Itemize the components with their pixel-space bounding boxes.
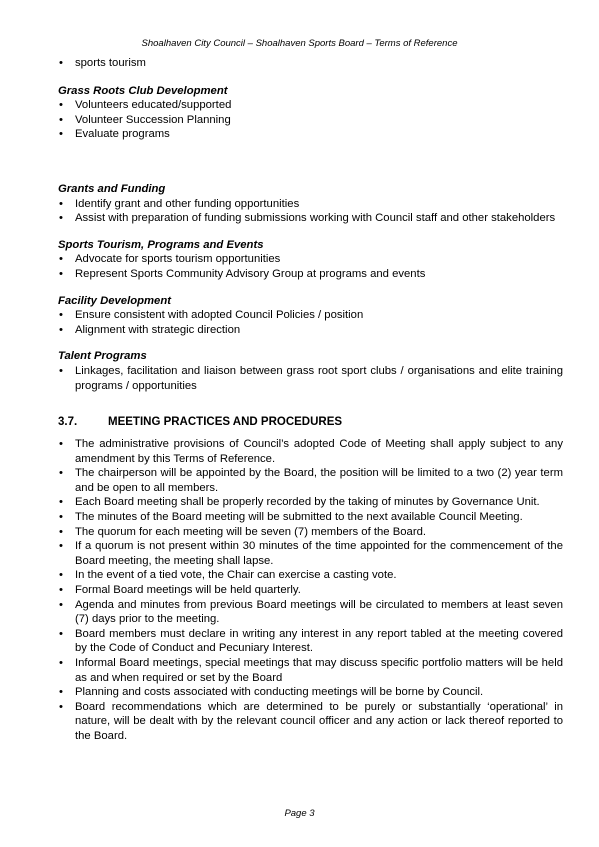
list-item: • Evaluate programs	[58, 127, 563, 142]
section-heading-grass-roots: Grass Roots Club Development	[58, 84, 228, 97]
list-item: • Volunteers educated/supported	[58, 98, 563, 113]
list-item: • Represent Sports Community Advisory Group at programs and events	[58, 267, 563, 282]
list-item: • Volunteer Succession Planning	[58, 113, 563, 128]
section-heading-talent: Talent Programs	[58, 350, 147, 363]
list-item: • The quorum for each meeting will be seven (7) members of the Board.	[58, 525, 563, 540]
section-heading-tourism: Sports Tourism, Programs and Events	[58, 238, 264, 251]
tourism-list	[58, 252, 563, 281]
list-item: • Board recommendations which are determined to be purely or substantially ‘operational’ in nature, will be dealt with by the relevant council officer and any action or lack thereof reported to the Board.	[58, 700, 563, 744]
list-item: • Advocate for sports tourism opportunities	[58, 252, 563, 267]
page-number: Page 3	[284, 808, 315, 819]
list-item: • The administrative provisions of Council’s adopted Code of Meeting shall apply subject to any amendment by this Terms of Reference.	[58, 437, 563, 466]
list-item: • The chairperson will be appointed by the Board, the position will be limited to a two (2) year term and be open to all members.	[58, 466, 563, 495]
list-item: • Each Board meeting shall be properly recorded by the taking of minutes by Governance Unit.	[58, 495, 563, 510]
list-item: • The minutes of the Board meeting will be submitted to the next available Council Meeting.	[58, 510, 563, 525]
list-item: • Alignment with strategic direction	[58, 323, 563, 338]
list-item: • Board members must declare in writing any interest in any report tabled at the meeting covered by the Code of Conduct and Pecuniary Interest.	[58, 627, 563, 656]
list-item: • Formal Board meetings will be held quarterly.	[58, 583, 563, 598]
list-item: • Linkages, facilitation and liaison between grass root sport clubs / organisations and elite training programs / opportunities	[58, 364, 563, 393]
grass-roots-list	[58, 98, 563, 142]
grants-list	[58, 197, 563, 226]
list-item: • Ensure consistent with adopted Council Policies / position	[58, 308, 563, 323]
list-item: • In the event of a tied vote, the Chair can exercise a casting vote.	[58, 568, 563, 583]
list-item: • Planning and costs associated with conducting meetings will be borne by Council.	[58, 685, 563, 700]
list-item: • sports tourism	[58, 56, 563, 71]
meeting-list	[58, 437, 563, 743]
list-item: • Agenda and minutes from previous Board meetings will be circulated to members at least seven (7) days prior to the meeting.	[58, 598, 563, 627]
section-title-meeting	[58, 415, 563, 430]
document-body	[58, 56, 563, 744]
talent-list	[58, 364, 563, 393]
list-item: • Assist with preparation of funding submissions working with Council staff and other stakeholders	[58, 211, 563, 226]
section-heading-facility: Facility Development	[58, 294, 172, 307]
intro-list	[58, 56, 563, 71]
section-title-text: MEETING PRACTICES AND PROCEDURES	[108, 416, 343, 429]
list-item: • If a quorum is not present within 30 minutes of the time appointed for the commencement of the Board meeting, the meeting shall lapse.	[58, 539, 563, 568]
list-item: • Identify grant and other funding opportunities	[58, 197, 563, 212]
section-heading-grants: Grants and Funding	[58, 182, 166, 195]
page-header: Shoalhaven City Council – Shoalhaven Sports Board – Terms of Reference	[141, 38, 458, 49]
facility-list	[58, 308, 563, 337]
list-item: • Informal Board meetings, special meetings that may discuss specific portfolio matters will be held as and when required or set by the Board	[58, 656, 563, 685]
section-number: 3.7.	[58, 416, 78, 429]
